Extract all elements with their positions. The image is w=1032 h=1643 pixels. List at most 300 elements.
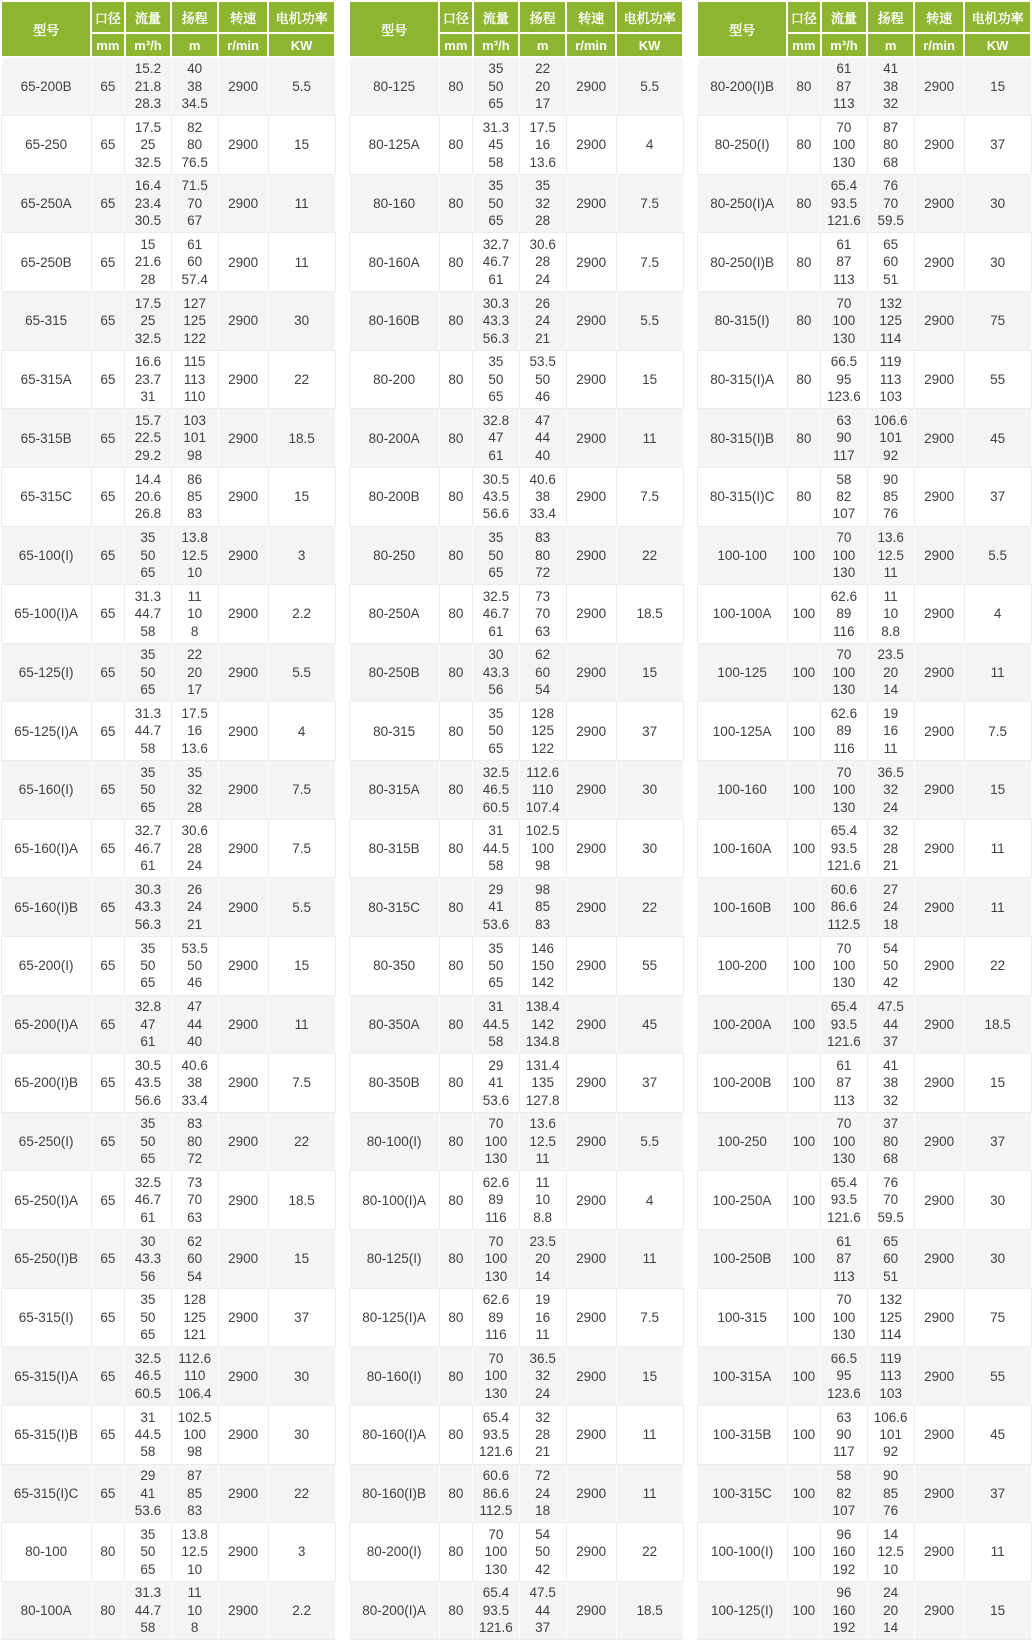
flow-cell: 31.3 45 58 xyxy=(473,116,520,175)
diameter-cell: 80 xyxy=(439,116,472,175)
head-cell: 30.6 28 24 xyxy=(519,233,566,292)
flow-cell: 32.7 46.7 61 xyxy=(125,819,172,878)
table-row xyxy=(1,643,335,702)
diameter-cell: 65 xyxy=(91,350,124,409)
power-cell: 15 xyxy=(268,467,335,526)
speed-cell: 2900 xyxy=(566,1523,616,1582)
table-row xyxy=(349,467,683,526)
table-row xyxy=(1,1171,335,1230)
diameter-cell: 80 xyxy=(439,1054,472,1113)
flow-cell: 30 43.3 56 xyxy=(125,1230,172,1289)
model-cell: 80-315C xyxy=(349,878,439,937)
head-cell: 61 60 57.4 xyxy=(171,233,218,292)
power-cell: 22 xyxy=(268,1464,335,1523)
power-cell: 30 xyxy=(616,761,683,820)
flow-cell: 15.7 22.5 29.2 xyxy=(125,409,172,468)
power-cell: 22 xyxy=(964,936,1031,995)
power-cell: 5.5 xyxy=(268,57,335,116)
speed-cell: 2900 xyxy=(566,233,616,292)
head-cell: 119 113 103 xyxy=(867,350,914,409)
power-cell: 37 xyxy=(268,1288,335,1347)
model-cell: 80-100(I)A xyxy=(349,1171,439,1230)
power-cell: 30 xyxy=(964,174,1031,233)
speed-cell: 2900 xyxy=(566,292,616,351)
table-row xyxy=(697,57,1031,116)
table-header xyxy=(697,1,1031,57)
pump-spec-table-3 xyxy=(696,0,1032,1640)
diameter-cell: 80 xyxy=(439,526,472,585)
speed-cell: 2900 xyxy=(218,116,268,175)
speed-cell: 2900 xyxy=(218,409,268,468)
table-row xyxy=(697,1230,1031,1289)
head-cell: 26 24 21 xyxy=(171,878,218,937)
table-row xyxy=(697,526,1031,585)
model-cell: 100-200B xyxy=(697,1054,787,1113)
power-cell: 11 xyxy=(616,1230,683,1289)
speed-cell: 2900 xyxy=(566,1464,616,1523)
flow-cell: 62.6 89 116 xyxy=(473,1288,520,1347)
speed-cell: 2900 xyxy=(914,1405,964,1464)
power-cell: 30 xyxy=(268,1405,335,1464)
table-row xyxy=(349,1288,683,1347)
head-cell: 54 50 42 xyxy=(519,1523,566,1582)
speed-cell: 2900 xyxy=(218,1523,268,1582)
flow-cell: 32.5 46.7 61 xyxy=(125,1171,172,1230)
col-header-head: 扬程 xyxy=(519,1,566,33)
table-row xyxy=(697,292,1031,351)
power-cell: 3 xyxy=(268,1523,335,1582)
power-cell: 5.5 xyxy=(964,526,1031,585)
model-cell: 65-315(I)C xyxy=(1,1464,91,1523)
table-row xyxy=(1,1464,335,1523)
table-row xyxy=(1,1230,335,1289)
flow-cell: 66.5 95 123.6 xyxy=(821,350,868,409)
head-cell: 73 70 63 xyxy=(171,1171,218,1230)
flow-cell: 31.3 44.7 58 xyxy=(125,585,172,644)
power-cell: 11 xyxy=(616,409,683,468)
flow-cell: 70 100 130 xyxy=(473,1112,520,1171)
table-row xyxy=(349,878,683,937)
power-cell: 18.5 xyxy=(964,995,1031,1054)
diameter-cell: 100 xyxy=(787,1288,820,1347)
diameter-cell: 100 xyxy=(787,1171,820,1230)
model-cell: 80-100 xyxy=(1,1523,91,1582)
table-row xyxy=(1,761,335,820)
diameter-cell: 80 xyxy=(439,1171,472,1230)
head-cell: 132 125 114 xyxy=(867,292,914,351)
head-cell: 27 24 18 xyxy=(867,878,914,937)
model-cell: 80-160B xyxy=(349,292,439,351)
head-cell: 22 20 17 xyxy=(519,57,566,116)
table-row xyxy=(349,702,683,761)
speed-cell: 2900 xyxy=(218,761,268,820)
speed-cell: 2900 xyxy=(566,350,616,409)
table-row xyxy=(697,1523,1031,1582)
speed-cell: 2900 xyxy=(218,1581,268,1640)
diameter-cell: 80 xyxy=(787,292,820,351)
diameter-cell: 80 xyxy=(439,702,472,761)
model-cell: 80-200(I)B xyxy=(697,57,787,116)
head-cell: 132 125 114 xyxy=(867,1288,914,1347)
diameter-cell: 65 xyxy=(91,1171,124,1230)
table-row xyxy=(697,643,1031,702)
model-cell: 65-160(I)A xyxy=(1,819,91,878)
table-row xyxy=(697,1405,1031,1464)
model-cell: 65-250(I)A xyxy=(1,1171,91,1230)
model-cell: 80-125(I) xyxy=(349,1230,439,1289)
power-cell: 5.5 xyxy=(268,878,335,937)
table-row xyxy=(349,409,683,468)
speed-cell: 2900 xyxy=(218,1464,268,1523)
table-row xyxy=(349,174,683,233)
power-cell: 3 xyxy=(268,526,335,585)
head-cell: 41 38 32 xyxy=(867,57,914,116)
flow-cell: 29 41 53.6 xyxy=(473,878,520,937)
head-cell: 119 113 103 xyxy=(867,1347,914,1406)
table-row xyxy=(1,878,335,937)
table-row xyxy=(1,995,335,1054)
power-cell: 11 xyxy=(964,878,1031,937)
model-cell: 65-250A xyxy=(1,174,91,233)
model-cell: 80-160(I)A xyxy=(349,1405,439,1464)
speed-cell: 2900 xyxy=(218,819,268,878)
flow-cell: 35 50 65 xyxy=(473,936,520,995)
diameter-cell: 65 xyxy=(91,233,124,292)
speed-cell: 2900 xyxy=(914,526,964,585)
diameter-cell: 80 xyxy=(787,350,820,409)
speed-cell: 2900 xyxy=(218,878,268,937)
power-cell: 45 xyxy=(964,1405,1031,1464)
speed-cell: 2900 xyxy=(566,1405,616,1464)
table-row xyxy=(697,936,1031,995)
head-cell: 17.5 16 13.6 xyxy=(171,702,218,761)
col-header-power: 电机功率 xyxy=(964,1,1031,33)
diameter-cell: 80 xyxy=(439,936,472,995)
table-row xyxy=(697,467,1031,526)
model-cell: 80-315(I)C xyxy=(697,467,787,526)
head-cell: 146 150 142 xyxy=(519,936,566,995)
model-cell: 65-200(I)B xyxy=(1,1054,91,1113)
flow-cell: 31.3 44.7 58 xyxy=(125,1581,172,1640)
speed-cell: 2900 xyxy=(914,350,964,409)
diameter-cell: 100 xyxy=(787,995,820,1054)
diameter-cell: 80 xyxy=(439,1288,472,1347)
table-row xyxy=(349,116,683,175)
table-row xyxy=(349,1464,683,1523)
speed-cell: 2900 xyxy=(566,995,616,1054)
model-cell: 80-250(I)B xyxy=(697,233,787,292)
power-cell: 15 xyxy=(964,761,1031,820)
model-cell: 65-125(I) xyxy=(1,643,91,702)
speed-cell: 2900 xyxy=(566,1230,616,1289)
diameter-cell: 65 xyxy=(91,57,124,116)
speed-cell: 2900 xyxy=(566,116,616,175)
model-cell: 100-315A xyxy=(697,1347,787,1406)
head-cell: 22 20 17 xyxy=(171,643,218,702)
table-row xyxy=(1,936,335,995)
power-cell: 7.5 xyxy=(616,467,683,526)
flow-cell: 35 50 65 xyxy=(473,350,520,409)
power-cell: 22 xyxy=(616,878,683,937)
col-unit-head: m xyxy=(867,33,914,57)
power-cell: 45 xyxy=(616,995,683,1054)
head-cell: 53.5 50 46 xyxy=(519,350,566,409)
diameter-cell: 80 xyxy=(439,1523,472,1582)
diameter-cell: 65 xyxy=(91,1405,124,1464)
speed-cell: 2900 xyxy=(566,409,616,468)
head-cell: 41 38 32 xyxy=(867,1054,914,1113)
col-unit-power: KW xyxy=(964,33,1031,57)
diameter-cell: 100 xyxy=(787,1464,820,1523)
diameter-cell: 80 xyxy=(439,174,472,233)
model-cell: 65-200(I) xyxy=(1,936,91,995)
head-cell: 26 24 21 xyxy=(519,292,566,351)
head-cell: 72 24 18 xyxy=(519,1464,566,1523)
model-cell: 65-315(I)A xyxy=(1,1347,91,1406)
head-cell: 71.5 70 67 xyxy=(171,174,218,233)
power-cell: 11 xyxy=(268,233,335,292)
flow-cell: 35 50 65 xyxy=(125,936,172,995)
table-row xyxy=(349,57,683,116)
power-cell: 22 xyxy=(616,1523,683,1582)
model-cell: 80-160 xyxy=(349,174,439,233)
head-cell: 131.4 135 127.8 xyxy=(519,1054,566,1113)
power-cell: 11 xyxy=(964,643,1031,702)
diameter-cell: 80 xyxy=(439,1347,472,1406)
speed-cell: 2900 xyxy=(914,1523,964,1582)
col-header-model: 型号 xyxy=(1,1,91,57)
power-cell: 11 xyxy=(268,995,335,1054)
speed-cell: 2900 xyxy=(566,702,616,761)
power-cell: 30 xyxy=(964,233,1031,292)
diameter-cell: 100 xyxy=(787,761,820,820)
diameter-cell: 80 xyxy=(787,467,820,526)
speed-cell: 2900 xyxy=(914,1347,964,1406)
head-cell: 37 80 68 xyxy=(867,1112,914,1171)
flow-cell: 14.4 20.6 26.8 xyxy=(125,467,172,526)
table-row xyxy=(349,292,683,351)
table-row xyxy=(1,702,335,761)
power-cell: 15 xyxy=(616,350,683,409)
power-cell: 30 xyxy=(268,292,335,351)
flow-cell: 70 100 130 xyxy=(473,1230,520,1289)
flow-cell: 60.6 86.6 112.5 xyxy=(821,878,868,937)
speed-cell: 2900 xyxy=(218,233,268,292)
power-cell: 18.5 xyxy=(268,1171,335,1230)
diameter-cell: 100 xyxy=(787,1347,820,1406)
diameter-cell: 65 xyxy=(91,1464,124,1523)
model-cell: 65-315B xyxy=(1,409,91,468)
flow-cell: 65.4 93.5 121.6 xyxy=(821,995,868,1054)
power-cell: 11 xyxy=(964,1523,1031,1582)
head-cell: 87 85 83 xyxy=(171,1464,218,1523)
power-cell: 5.5 xyxy=(616,57,683,116)
power-cell: 45 xyxy=(964,409,1031,468)
head-cell: 53.5 50 46 xyxy=(171,936,218,995)
speed-cell: 2900 xyxy=(218,1405,268,1464)
flow-cell: 61 87 113 xyxy=(821,233,868,292)
flow-cell: 31.3 44.7 58 xyxy=(125,702,172,761)
table-row xyxy=(1,57,335,116)
flow-cell: 65.4 93.5 121.6 xyxy=(821,1171,868,1230)
flow-cell: 65.4 93.5 121.6 xyxy=(821,174,868,233)
table-row xyxy=(349,233,683,292)
diameter-cell: 65 xyxy=(91,643,124,702)
col-header-speed: 转速 xyxy=(218,1,268,33)
diameter-cell: 100 xyxy=(787,936,820,995)
head-cell: 98 85 83 xyxy=(519,878,566,937)
speed-cell: 2900 xyxy=(914,702,964,761)
speed-cell: 2900 xyxy=(218,1288,268,1347)
model-cell: 100-160 xyxy=(697,761,787,820)
speed-cell: 2900 xyxy=(218,292,268,351)
speed-cell: 2900 xyxy=(218,174,268,233)
flow-cell: 63 90 117 xyxy=(821,1405,868,1464)
flow-cell: 58 82 107 xyxy=(821,1464,868,1523)
power-cell: 15 xyxy=(268,116,335,175)
head-cell: 40 38 34.5 xyxy=(171,57,218,116)
speed-cell: 2900 xyxy=(914,819,964,878)
head-cell: 23.5 20 14 xyxy=(519,1230,566,1289)
diameter-cell: 80 xyxy=(439,1581,472,1640)
speed-cell: 2900 xyxy=(914,1054,964,1113)
speed-cell: 2900 xyxy=(914,643,964,702)
model-cell: 65-250B xyxy=(1,233,91,292)
power-cell: 15 xyxy=(964,1581,1031,1640)
diameter-cell: 100 xyxy=(787,585,820,644)
speed-cell: 2900 xyxy=(218,57,268,116)
power-cell: 55 xyxy=(964,1347,1031,1406)
model-cell: 65-100(I)A xyxy=(1,585,91,644)
flow-cell: 70 100 130 xyxy=(821,1288,868,1347)
col-header-head: 扬程 xyxy=(171,1,218,33)
speed-cell: 2900 xyxy=(566,761,616,820)
model-cell: 80-315(I)B xyxy=(697,409,787,468)
flow-cell: 58 82 107 xyxy=(821,467,868,526)
flow-cell: 70 100 130 xyxy=(473,1523,520,1582)
speed-cell: 2900 xyxy=(566,1347,616,1406)
table-row xyxy=(697,350,1031,409)
model-cell: 80-250(I) xyxy=(697,116,787,175)
power-cell: 22 xyxy=(268,350,335,409)
speed-cell: 2900 xyxy=(566,174,616,233)
diameter-cell: 100 xyxy=(787,643,820,702)
flow-cell: 29 41 53.6 xyxy=(473,1054,520,1113)
table-row xyxy=(1,1054,335,1113)
model-cell: 80-250(I)A xyxy=(697,174,787,233)
table-row xyxy=(1,467,335,526)
flow-cell: 32.8 47 61 xyxy=(125,995,172,1054)
col-header-diameter: 口径 xyxy=(91,1,124,33)
head-cell: 13.8 12.5 10 xyxy=(171,526,218,585)
table-row xyxy=(349,350,683,409)
diameter-cell: 100 xyxy=(787,1054,820,1113)
head-cell: 65 60 51 xyxy=(867,1230,914,1289)
table-row xyxy=(349,995,683,1054)
speed-cell: 2900 xyxy=(218,467,268,526)
col-unit-flow: m³/h xyxy=(821,33,868,57)
model-cell: 80-200(I) xyxy=(349,1523,439,1582)
model-cell: 80-350B xyxy=(349,1054,439,1113)
model-cell: 80-200B xyxy=(349,467,439,526)
head-cell: 32 28 21 xyxy=(519,1405,566,1464)
flow-cell: 70 100 130 xyxy=(821,936,868,995)
model-cell: 100-250B xyxy=(697,1230,787,1289)
col-unit-head: m xyxy=(171,33,218,57)
head-cell: 47 44 40 xyxy=(519,409,566,468)
power-cell: 15 xyxy=(268,1230,335,1289)
power-cell: 5.5 xyxy=(616,292,683,351)
head-cell: 73 70 63 xyxy=(519,585,566,644)
speed-cell: 2900 xyxy=(566,878,616,937)
col-header-speed: 转速 xyxy=(914,1,964,33)
model-cell: 65-250(I)B xyxy=(1,1230,91,1289)
speed-cell: 2900 xyxy=(914,761,964,820)
speed-cell: 2900 xyxy=(218,526,268,585)
model-cell: 65-125(I)A xyxy=(1,702,91,761)
diameter-cell: 100 xyxy=(787,702,820,761)
table-row xyxy=(697,1464,1031,1523)
table-row xyxy=(349,1054,683,1113)
col-unit-power: KW xyxy=(268,33,335,57)
diameter-cell: 80 xyxy=(439,761,472,820)
head-cell: 83 80 72 xyxy=(171,1112,218,1171)
flow-cell: 35 50 65 xyxy=(125,1288,172,1347)
table-row xyxy=(349,1347,683,1406)
table-row xyxy=(697,1054,1031,1113)
diameter-cell: 65 xyxy=(91,1288,124,1347)
flow-cell: 61 87 113 xyxy=(821,1230,868,1289)
diameter-cell: 65 xyxy=(91,936,124,995)
power-cell: 11 xyxy=(616,1405,683,1464)
diameter-cell: 100 xyxy=(787,526,820,585)
speed-cell: 2900 xyxy=(566,526,616,585)
model-cell: 65-250 xyxy=(1,116,91,175)
power-cell: 37 xyxy=(616,702,683,761)
model-cell: 65-315(I) xyxy=(1,1288,91,1347)
head-cell: 11 10 8 xyxy=(171,1581,218,1640)
power-cell: 30 xyxy=(268,1347,335,1406)
head-cell: 115 113 110 xyxy=(171,350,218,409)
flow-cell: 70 100 130 xyxy=(821,526,868,585)
power-cell: 7.5 xyxy=(964,702,1031,761)
power-cell: 15 xyxy=(616,1347,683,1406)
flow-cell: 15 21.6 28 xyxy=(125,233,172,292)
model-cell: 100-200A xyxy=(697,995,787,1054)
col-unit-power: KW xyxy=(616,33,683,57)
head-cell: 82 80 76.5 xyxy=(171,116,218,175)
flow-cell: 35 50 65 xyxy=(125,761,172,820)
table-row xyxy=(349,1405,683,1464)
flow-cell: 61 87 113 xyxy=(821,1054,868,1113)
head-cell: 47 44 40 xyxy=(171,995,218,1054)
head-cell: 86 85 83 xyxy=(171,467,218,526)
flow-cell: 16.4 23.4 30.5 xyxy=(125,174,172,233)
flow-cell: 96 160 192 xyxy=(821,1581,868,1640)
head-cell: 32 28 21 xyxy=(867,819,914,878)
model-cell: 100-200 xyxy=(697,936,787,995)
table-row xyxy=(349,1112,683,1171)
head-cell: 106.6 101 92 xyxy=(867,1405,914,1464)
flow-cell: 35 50 65 xyxy=(473,702,520,761)
power-cell: 37 xyxy=(616,1054,683,1113)
flow-cell: 32.7 46.7 61 xyxy=(473,233,520,292)
flow-cell: 62.6 89 116 xyxy=(821,702,868,761)
table-row xyxy=(697,1112,1031,1171)
diameter-cell: 80 xyxy=(787,233,820,292)
model-cell: 80-350A xyxy=(349,995,439,1054)
col-unit-speed: r/min xyxy=(566,33,616,57)
